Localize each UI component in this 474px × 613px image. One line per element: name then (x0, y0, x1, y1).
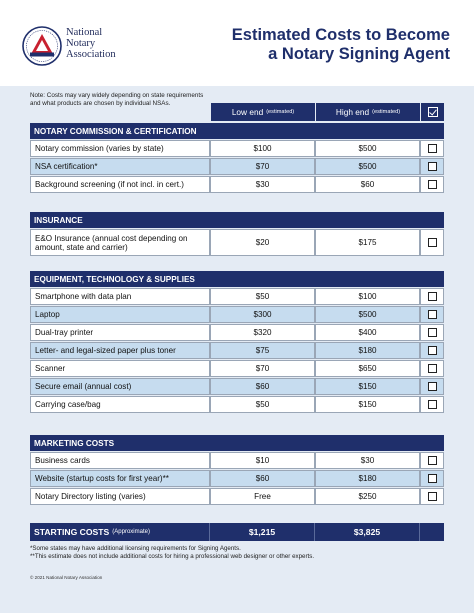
table-row (30, 229, 444, 256)
table-row (30, 324, 444, 341)
row-checkbox-cell[interactable] (420, 396, 444, 413)
high-cost: $60 (315, 176, 420, 193)
logo-line-3: Association (66, 49, 116, 60)
table-row (30, 342, 444, 359)
low-cost: $75 (210, 342, 315, 359)
row-checkbox-cell[interactable] (420, 452, 444, 469)
item-label: Carrying case/bag (30, 396, 210, 413)
low-cost: $20 (210, 229, 315, 256)
footnote: **This estimate does not include additional costs for hiring a professional web designer or other experts. (30, 553, 315, 560)
header (0, 0, 474, 86)
table-row (30, 360, 444, 377)
checkbox[interactable] (428, 238, 437, 247)
table-row (30, 306, 444, 323)
row-checkbox-cell[interactable] (420, 470, 444, 487)
high-cost: $150 (315, 396, 420, 413)
low-cost: Free (210, 488, 315, 505)
cost-note: Note: Costs may vary widely depending on state requirements and what products are chosen by individual NSAs. (30, 92, 204, 107)
high-cost: $500 (315, 140, 420, 157)
total-label: STARTING COSTS (34, 527, 110, 537)
low-cost: $70 (210, 360, 315, 377)
high-cost: $500 (315, 158, 420, 175)
checkbox[interactable] (428, 474, 437, 483)
checkbox[interactable] (428, 180, 437, 189)
row-checkbox-cell[interactable] (420, 488, 444, 505)
item-label: NSA certification* (30, 158, 210, 175)
total-low: $1,215 (210, 523, 315, 541)
row-checkbox-cell[interactable] (420, 306, 444, 323)
low-cost: $10 (210, 452, 315, 469)
total-label-cell (30, 523, 210, 541)
checkbox[interactable] (428, 456, 437, 465)
low-cost: $100 (210, 140, 315, 157)
total-row (30, 523, 444, 541)
row-checkbox-cell[interactable] (420, 288, 444, 305)
checkbox[interactable] (428, 144, 437, 153)
item-label: Notary Directory listing (varies) (30, 488, 210, 505)
row-checkbox-cell[interactable] (420, 176, 444, 193)
low-cost: $60 (210, 470, 315, 487)
table-row (30, 176, 444, 193)
item-label: Laptop (30, 306, 210, 323)
checkbox[interactable] (428, 310, 437, 319)
high-cost: $30 (315, 452, 420, 469)
row-checkbox-cell[interactable] (420, 342, 444, 359)
item-label: Website (startup costs for first year)** (30, 470, 210, 487)
checkbox[interactable] (428, 162, 437, 171)
total-empty (420, 523, 444, 541)
logo-line-2: Notary (66, 38, 96, 49)
low-cost: $50 (210, 396, 315, 413)
low-end-sublabel: (estimated) (266, 109, 295, 115)
high-cost: $250 (315, 488, 420, 505)
low-end-header (211, 103, 315, 121)
nna-seal-logo-icon (22, 26, 62, 66)
high-end-label: High end (335, 107, 370, 117)
high-cost: $180 (315, 470, 420, 487)
checkbox[interactable] (428, 382, 437, 391)
item-label: Dual-tray printer (30, 324, 210, 341)
total-high: $3,825 (315, 523, 420, 541)
low-cost: $60 (210, 378, 315, 395)
copyright: © 2021 National Notary Association (30, 575, 103, 580)
low-end-label: Low end (231, 107, 264, 117)
check-header (421, 103, 444, 121)
high-cost: $180 (315, 342, 420, 359)
high-cost: $500 (315, 306, 420, 323)
row-checkbox-cell[interactable] (420, 229, 444, 256)
checkbox[interactable] (428, 364, 437, 373)
checkbox[interactable] (428, 400, 437, 409)
logo-line-1: National (66, 27, 103, 38)
table-row (30, 378, 444, 395)
row-checkbox-cell[interactable] (420, 378, 444, 395)
row-checkbox-cell[interactable] (420, 324, 444, 341)
row-checkbox-cell[interactable] (420, 140, 444, 157)
logo-wordmark (66, 27, 116, 60)
title-line-1: Estimated Costs to Become (231, 26, 450, 44)
section-header: EQUIPMENT, TECHNOLOGY & SUPPLIES (30, 271, 444, 287)
table-row (30, 288, 444, 305)
title-line-2: a Notary Signing Agent (268, 45, 450, 63)
item-label: Letter- and legal-sized paper plus toner (30, 342, 210, 359)
low-cost: $30 (210, 176, 315, 193)
table-row (30, 488, 444, 505)
checkbox[interactable] (428, 292, 437, 301)
section-header: INSURANCE (30, 212, 444, 228)
item-label: Business cards (30, 452, 210, 469)
low-cost: $300 (210, 306, 315, 323)
section-header: MARKETING COSTS (30, 435, 444, 451)
high-cost: $100 (315, 288, 420, 305)
high-end-header (316, 103, 420, 121)
high-cost: $175 (315, 229, 420, 256)
item-label: Notary commission (varies by state) (30, 140, 210, 157)
high-cost: $150 (315, 378, 420, 395)
item-label: Secure email (annual cost) (30, 378, 210, 395)
table-row (30, 140, 444, 157)
high-cost: $650 (315, 360, 420, 377)
item-label: E&O Insurance (annual cost depending on amount, state and carrier) (30, 229, 210, 256)
item-label: Scanner (30, 360, 210, 377)
low-cost: $70 (210, 158, 315, 175)
row-checkbox-cell[interactable] (420, 158, 444, 175)
page-title (232, 26, 450, 64)
low-cost: $320 (210, 324, 315, 341)
checkbox-checked-icon (428, 107, 438, 117)
table-row (30, 452, 444, 469)
row-checkbox-cell[interactable] (420, 360, 444, 377)
checkbox[interactable] (428, 328, 437, 337)
table-row (30, 470, 444, 487)
checkbox[interactable] (428, 346, 437, 355)
table-row (30, 158, 444, 175)
checkbox[interactable] (428, 492, 437, 501)
table-row (30, 396, 444, 413)
high-cost: $400 (315, 324, 420, 341)
item-label: Background screening (if not incl. in cert.) (30, 176, 210, 193)
section-header: NOTARY COMMISSION & CERTIFICATION (30, 123, 444, 139)
item-label: Smartphone with data plan (30, 288, 210, 305)
footnote: *Some states may have additional licensing requirements for Signing Agents. (30, 545, 241, 552)
total-sublabel: (Approximate) (112, 529, 150, 535)
low-cost: $50 (210, 288, 315, 305)
high-end-sublabel: (estimated) (372, 109, 401, 115)
